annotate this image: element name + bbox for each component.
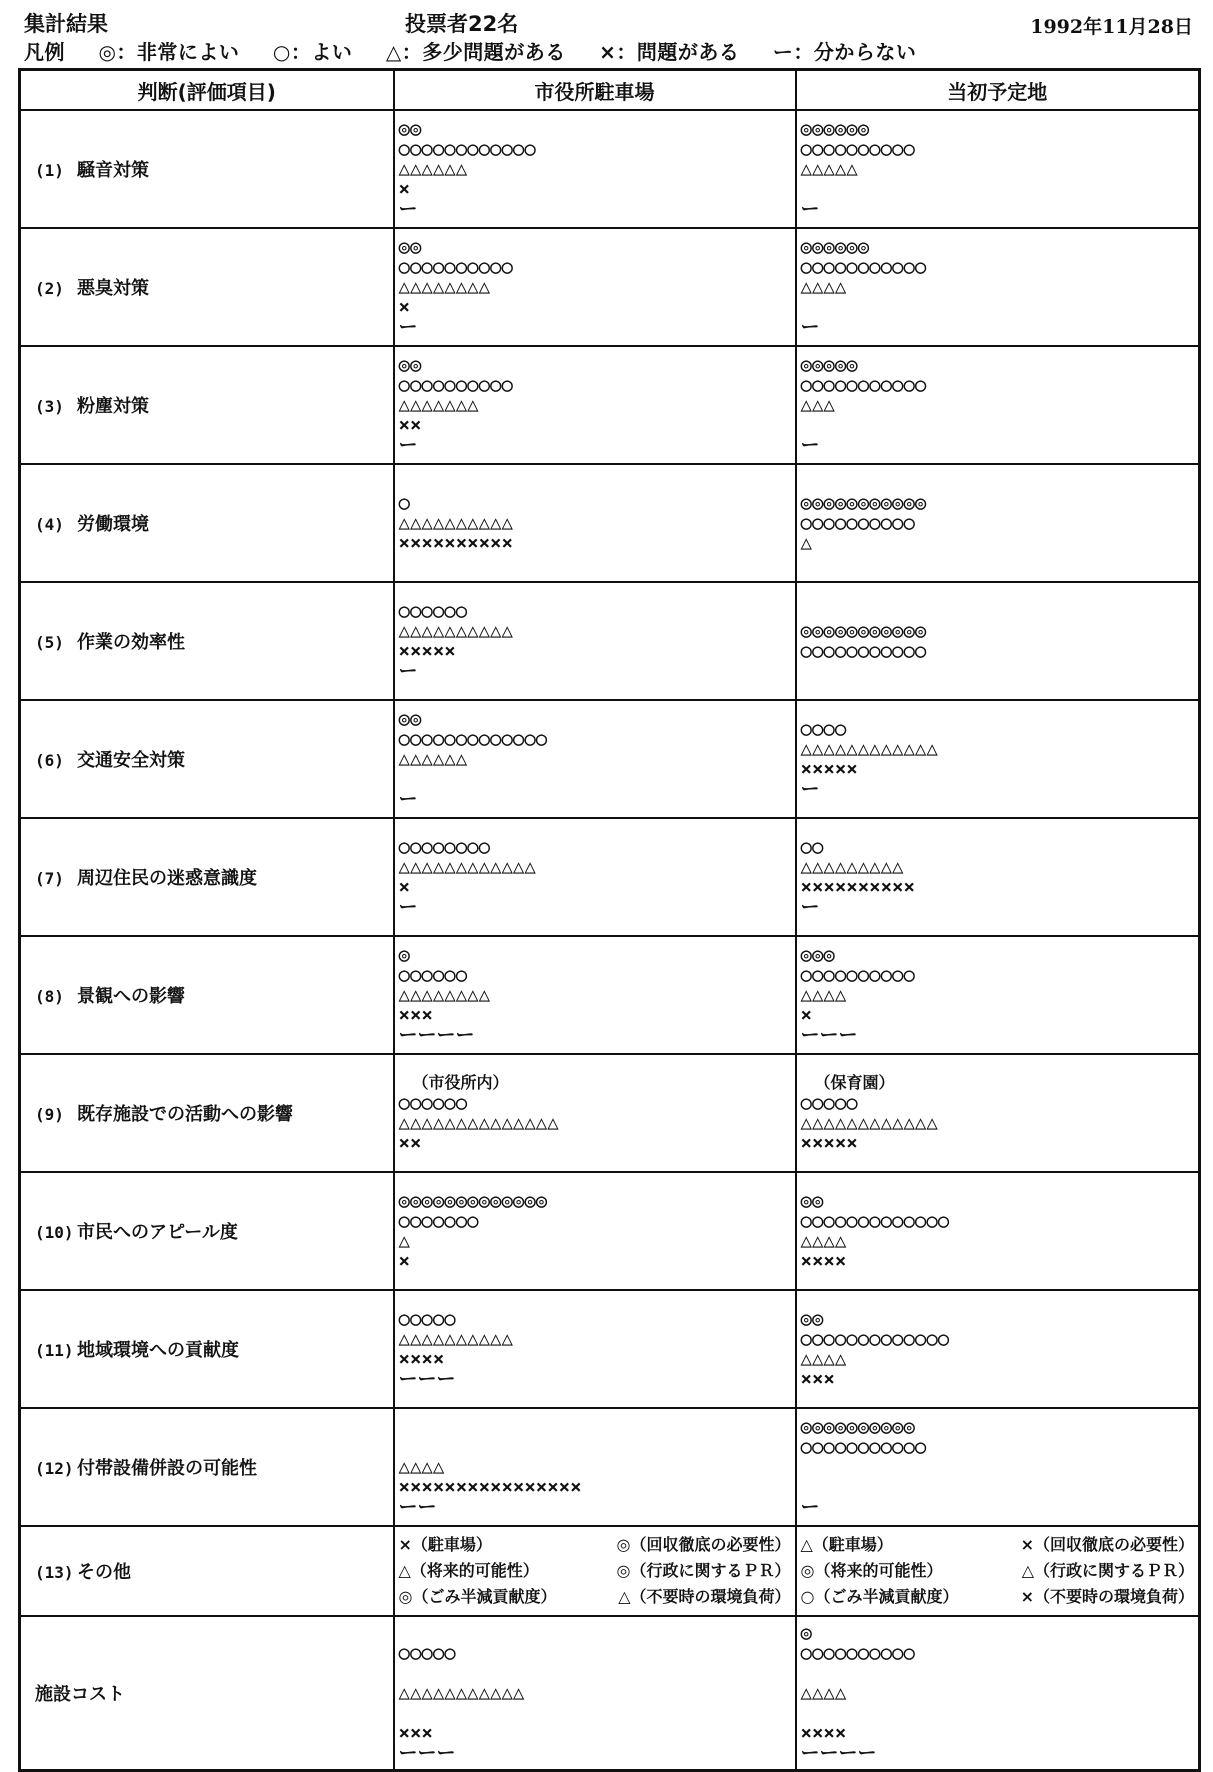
city-hall-marks-line: ○○○○○○ <box>398 1092 468 1114</box>
date-label: 1992年11月28日 <box>1030 16 1193 38</box>
city-hall-marks-line: ○○○○○○○○ <box>398 836 491 858</box>
original-site-marks <box>796 346 1200 464</box>
criteria-cell <box>20 228 394 346</box>
city-hall-marks <box>394 818 796 936</box>
city-hall-marks-line: ◎◎ <box>398 708 422 730</box>
legend-excellent: ◎：非常によい <box>98 40 240 64</box>
original-site-marks-line <box>801 1477 1199 1497</box>
original-site-marks <box>796 700 1200 818</box>
original-site-marks <box>796 110 1200 228</box>
table-row <box>20 1172 1200 1290</box>
legend <box>24 36 942 65</box>
original-site-marks-line <box>801 1703 1199 1723</box>
city-hall-marks-line: ○ <box>398 492 410 514</box>
original-site-marks <box>796 228 1200 346</box>
legend-unknown: ー：分からない <box>772 40 917 64</box>
criteria-label: 市民へのアピール度 <box>77 1222 238 1243</box>
table-row-other <box>20 1526 1200 1616</box>
original-site-marks <box>796 1616 1200 1771</box>
original-site-marks-line: ○○○○○ <box>800 1092 858 1114</box>
original-site-marks-line: ○○○○○○○○○○○○○ <box>800 1328 950 1350</box>
other-note: ◎（行政に関するＰＲ） <box>616 1561 791 1580</box>
original-site-marks-line: ーーーー <box>800 1742 877 1764</box>
table-row <box>20 936 1200 1054</box>
original-site-marks-line: ーーー <box>800 1024 858 1046</box>
criteria-number: (10) <box>35 1223 74 1242</box>
city-hall-marks-line: ーー <box>398 1496 437 1518</box>
cell-sublabel: （保育園） <box>814 1073 895 1092</box>
criteria-number: (7) <box>35 869 64 888</box>
city-hall-marks <box>394 936 796 1054</box>
table-row <box>20 1408 1200 1526</box>
original-site-marks-line: △△△△△ <box>800 158 858 180</box>
original-site-marks-line: △△△△△△△△△△△△ <box>800 738 938 760</box>
city-hall-marks-line: △△△△ <box>398 1456 445 1478</box>
city-hall-marks-line: ーーー <box>398 1742 456 1764</box>
legend-prefix: 凡例 <box>24 40 65 64</box>
city-hall-marks <box>394 1408 796 1526</box>
original-site-marks-line: ○○○○○○○○○○○ <box>800 256 927 278</box>
criteria-label: 既存施設での活動への影響 <box>77 1104 293 1125</box>
city-hall-marks-line: ー <box>398 660 418 682</box>
original-site-marks-line: △△△ <box>800 394 835 416</box>
table-row <box>20 228 1200 346</box>
city-hall-marks-line: ××××× <box>398 640 456 662</box>
criteria-label: 交通安全対策 <box>77 750 185 771</box>
original-site-marks-line: ◎◎◎◎◎◎◎◎◎◎◎ <box>800 620 927 642</box>
original-site-marks-line: ○○○○○○○○○○○ <box>800 640 927 662</box>
original-site-marks-line: ◎◎◎ <box>800 944 835 966</box>
other-note: ◎（回収徹底の必要性） <box>616 1535 791 1554</box>
original-site-marks-line: ○○○○○○○○○○ <box>800 512 915 534</box>
original-site-marks <box>796 464 1200 582</box>
criteria-cell <box>20 1290 394 1408</box>
city-hall-marks-line: ○○○○○ <box>398 1642 456 1664</box>
criteria-number: (6) <box>35 751 64 770</box>
original-site-marks-line: ○○ <box>800 836 824 858</box>
city-hall-marks-line: ××× <box>398 1004 433 1026</box>
original-site-marks-line: ××××× <box>800 758 858 780</box>
original-site-marks-line: ○○○○ <box>800 718 847 740</box>
city-hall-marks-line <box>399 1623 795 1643</box>
city-hall-marks-line: ×× <box>398 1132 422 1154</box>
header-row <box>20 70 1200 111</box>
original-site-marks-line: ◎ <box>800 1622 812 1644</box>
criteria-number: (9) <box>35 1105 64 1124</box>
original-site-marks-line: × <box>800 1004 812 1026</box>
city-hall-marks-line: ーーーー <box>398 1024 475 1046</box>
criteria-label: 騒音対策 <box>77 160 149 181</box>
criteria-cell <box>20 346 394 464</box>
table-row-cost <box>20 1616 1200 1771</box>
original-site-marks-line: △△△△ <box>800 1682 847 1704</box>
city-hall-marks-line: △△△△△△△△ <box>398 276 491 298</box>
table-row <box>20 700 1200 818</box>
city-hall-marks-line: ××× <box>398 1722 433 1744</box>
original-site-marks-line: △△△△ <box>800 1348 847 1370</box>
cell-sublabel: （市役所内） <box>412 1073 509 1092</box>
criteria-cell <box>20 464 394 582</box>
criteria-number: (1) <box>35 161 64 180</box>
original-site-marks-line: △ <box>800 532 812 554</box>
city-hall-marks-line: △△△△△△△△△△ <box>398 512 513 534</box>
voter-count: 投票者22名 <box>405 12 519 36</box>
criteria-cell <box>20 110 394 228</box>
original-site-marks-line: ×××× <box>800 1722 847 1744</box>
original-site-marks-line: △△△△△△△△△△△△ <box>800 1112 938 1134</box>
table-body <box>20 110 1200 1771</box>
original-site-marks <box>796 1290 1200 1408</box>
original-site-marks-line: ××× <box>800 1368 835 1390</box>
city-hall-marks-line <box>399 769 795 789</box>
city-hall-marks-line: × <box>398 296 410 318</box>
criteria-cell <box>20 936 394 1054</box>
original-site-marks-line: △△△△ <box>800 276 847 298</box>
city-hall-marks <box>394 346 796 464</box>
original-site-marks-line: ー <box>800 1496 820 1518</box>
city-hall-marks-line: ◎◎ <box>398 236 422 258</box>
city-hall-marks-line: ×× <box>398 414 422 436</box>
original-site-marks <box>796 1172 1200 1290</box>
tally-table <box>18 68 1201 1772</box>
original-site-marks-line: ○○○○○○○○○○○ <box>800 1436 927 1458</box>
criteria-label: 付帯設備併設の可能性 <box>77 1458 257 1479</box>
city-hall-marks-line: × <box>398 1250 410 1272</box>
original-site-marks-line: ○○○○○○○○○○ <box>800 138 915 160</box>
col-header-criteria: 判断(評価項目) <box>20 70 394 111</box>
criteria-label: 地域環境への貢献度 <box>77 1340 239 1361</box>
legend-problem: ×：問題がある <box>599 40 740 64</box>
criteria-label: 作業の効率性 <box>77 632 185 653</box>
city-hall-marks-line: ○○○○○○○ <box>398 1210 479 1232</box>
city-hall-marks-line <box>399 1417 795 1437</box>
city-hall-marks-line: ×××× <box>398 1348 445 1370</box>
city-hall-marks-line <box>399 1437 795 1457</box>
city-hall-marks <box>394 1616 796 1771</box>
other-note: ○（ごみ半減貢献度） <box>800 1587 959 1606</box>
original-site-marks-line: ◎◎◎◎◎◎ <box>800 236 870 258</box>
city-hall-marks <box>394 228 796 346</box>
city-hall-marks-line: ×××××××××××××××× <box>398 1476 582 1498</box>
table-row <box>20 582 1200 700</box>
table-row <box>20 110 1200 228</box>
criteria-label: 悪臭対策 <box>77 278 149 299</box>
original-site-marks-line: ◎◎ <box>800 1308 824 1330</box>
city-hall-marks-line: ○○○○○○○○○○ <box>398 374 513 396</box>
city-hall-marks-line: ◎◎ <box>398 354 422 376</box>
original-site-marks-line: ◎◎◎◎◎◎ <box>800 118 870 140</box>
city-hall-marks-line: ○○○○○○ <box>398 600 468 622</box>
table-row <box>20 818 1200 936</box>
original-site-marks-line <box>801 1663 1199 1683</box>
original-site-marks <box>796 582 1200 700</box>
original-site-marks-line: ○○○○○○○○○○ <box>800 1642 915 1664</box>
criteria-cell <box>20 1616 394 1771</box>
criteria-label: その他 <box>77 1562 131 1583</box>
criteria-cell <box>20 700 394 818</box>
city-hall-marks-line: ○○○○○○ <box>398 964 468 986</box>
criteria-cell <box>20 1408 394 1526</box>
col-header-city-hall-parking: 市役所駐車場 <box>394 70 796 111</box>
original-site-marks-line: ー <box>800 198 820 220</box>
original-site-marks-line: ××××× <box>800 1132 858 1154</box>
city-hall-marks-line: ー <box>398 788 418 810</box>
criteria-label: 労働環境 <box>77 514 149 535</box>
criteria-label: 粉塵対策 <box>77 396 149 417</box>
criteria-label: 施設コスト <box>35 1684 125 1705</box>
original-site-marks-line: ○○○○○○○○○○○○○ <box>800 1210 950 1232</box>
criteria-cell <box>20 582 394 700</box>
city-hall-marks <box>394 1172 796 1290</box>
table-row <box>20 346 1200 464</box>
city-hall-marks-line: △△△△△△△△△△ <box>398 1328 513 1350</box>
original-site-marks-line: ー <box>800 896 820 918</box>
city-hall-marks-line: × <box>398 178 410 200</box>
original-site-marks-line <box>801 1457 1199 1477</box>
city-hall-marks-line: ○○○○○ <box>398 1308 456 1330</box>
original-site-marks-line: ◎◎◎◎◎◎◎◎◎◎◎ <box>800 492 927 514</box>
other-note: ◎（ごみ半減貢献度） <box>398 1587 557 1606</box>
other-note: ◎（将来的可能性） <box>800 1561 943 1580</box>
original-site-notes <box>796 1526 1200 1616</box>
criteria-label: 景観への影響 <box>77 986 185 1007</box>
original-site-marks-line: ー <box>800 316 820 338</box>
city-hall-marks-line: ー <box>398 198 418 220</box>
original-site-marks-line: ×××× <box>800 1250 847 1272</box>
city-hall-marks-line: ー <box>398 896 418 918</box>
col-header-original-site: 当初予定地 <box>796 70 1200 111</box>
city-hall-marks-line <box>399 1663 795 1683</box>
original-site-marks <box>796 1408 1200 1526</box>
other-note: △（不要時の環境負荷） <box>618 1587 791 1606</box>
original-site-marks-line: ○○○○○○○○○○○ <box>800 374 927 396</box>
criteria-label: 周辺住民の迷惑意識度 <box>77 868 257 889</box>
other-note: △（行政に関するＰＲ） <box>1021 1561 1194 1580</box>
city-hall-notes <box>394 1526 796 1616</box>
city-hall-marks-line: △△△△△△△△△△ <box>398 620 513 642</box>
city-hall-marks-line: ◎◎ <box>398 118 422 140</box>
city-hall-marks-line: ○○○○○○○○○○○○○ <box>398 728 548 750</box>
city-hall-marks-line: ×××××××××× <box>398 532 513 554</box>
city-hall-marks-line: ー <box>398 316 418 338</box>
criteria-cell <box>20 818 394 936</box>
original-site-marks-line: △△△△ <box>800 1230 847 1252</box>
page-title: 集計結果 <box>24 12 108 36</box>
city-hall-marks-line: △△△△△△ <box>398 748 468 770</box>
criteria-cell <box>20 1172 394 1290</box>
city-hall-marks-line: ◎◎◎◎◎◎◎◎◎◎◎◎◎ <box>398 1190 548 1212</box>
city-hall-marks-line: ○○○○○○○○○○ <box>398 256 513 278</box>
original-site-marks-line: ○○○○○○○○○○ <box>800 964 915 986</box>
original-site-marks <box>796 936 1200 1054</box>
city-hall-marks-line: △△△△△△△△△△△ <box>398 1682 525 1704</box>
original-site-marks-line: ×××××××××× <box>800 876 915 898</box>
original-site-marks-line: ◎◎◎◎◎◎◎◎◎◎ <box>800 1416 915 1438</box>
criteria-number: (11) <box>35 1341 74 1360</box>
original-site-marks-line <box>801 297 1199 317</box>
city-hall-marks-line: ○○○○○○○○○○○○ <box>398 138 536 160</box>
criteria-number: (3) <box>35 397 64 416</box>
city-hall-marks-line <box>399 1703 795 1723</box>
criteria-cell <box>20 1526 394 1616</box>
original-site-marks <box>796 1054 1200 1172</box>
criteria-number: (13) <box>35 1563 74 1582</box>
other-note: ×（駐車場） <box>398 1535 492 1554</box>
other-note: ×（回収徹底の必要性） <box>1020 1535 1194 1554</box>
other-note: ×（不要時の環境負荷） <box>1020 1587 1194 1606</box>
original-site-marks-line: △△△△△△△△△ <box>800 856 904 878</box>
other-note: △（駐車場） <box>800 1535 893 1554</box>
city-hall-marks <box>394 700 796 818</box>
city-hall-marks-line: △△△△△△△△△△△△ <box>398 856 536 878</box>
original-site-marks-line: ー <box>800 434 820 456</box>
legend-good: ○：よい <box>272 40 353 64</box>
city-hall-marks-line: △△△△△△△△△△△△△△ <box>398 1112 559 1134</box>
original-site-marks <box>796 818 1200 936</box>
city-hall-marks-line: × <box>398 876 410 898</box>
original-site-marks-line: ー <box>800 778 820 800</box>
city-hall-marks-line: △ <box>398 1230 410 1252</box>
original-site-marks-line: ◎◎ <box>800 1190 824 1212</box>
legend-some-problem: △：多少問題がある <box>385 40 566 64</box>
city-hall-marks <box>394 1054 796 1172</box>
city-hall-marks-line: △△△△△△△△ <box>398 984 491 1006</box>
original-site-marks-line <box>801 415 1199 435</box>
criteria-number: (12) <box>35 1459 74 1478</box>
criteria-number: (2) <box>35 279 64 298</box>
table-row <box>20 1054 1200 1172</box>
city-hall-marks-line: △△△△△△△ <box>398 394 479 416</box>
original-site-marks-line <box>801 179 1199 199</box>
city-hall-marks <box>394 110 796 228</box>
criteria-number: (4) <box>35 515 64 534</box>
city-hall-marks-line: ーーー <box>398 1368 456 1390</box>
criteria-number: (5) <box>35 633 64 652</box>
city-hall-marks-line: ー <box>398 434 418 456</box>
city-hall-marks-line: △△△△△△ <box>398 158 468 180</box>
original-site-marks-line: △△△△ <box>800 984 847 1006</box>
city-hall-marks <box>394 464 796 582</box>
table-row <box>20 464 1200 582</box>
city-hall-marks <box>394 582 796 700</box>
criteria-cell <box>20 1054 394 1172</box>
other-note: △（将来的可能性） <box>398 1561 539 1580</box>
table-row <box>20 1290 1200 1408</box>
city-hall-marks <box>394 1290 796 1408</box>
original-site-marks-line: ◎◎◎◎◎ <box>800 354 858 376</box>
criteria-number: (8) <box>35 987 64 1006</box>
city-hall-marks-line: ◎ <box>398 944 410 966</box>
